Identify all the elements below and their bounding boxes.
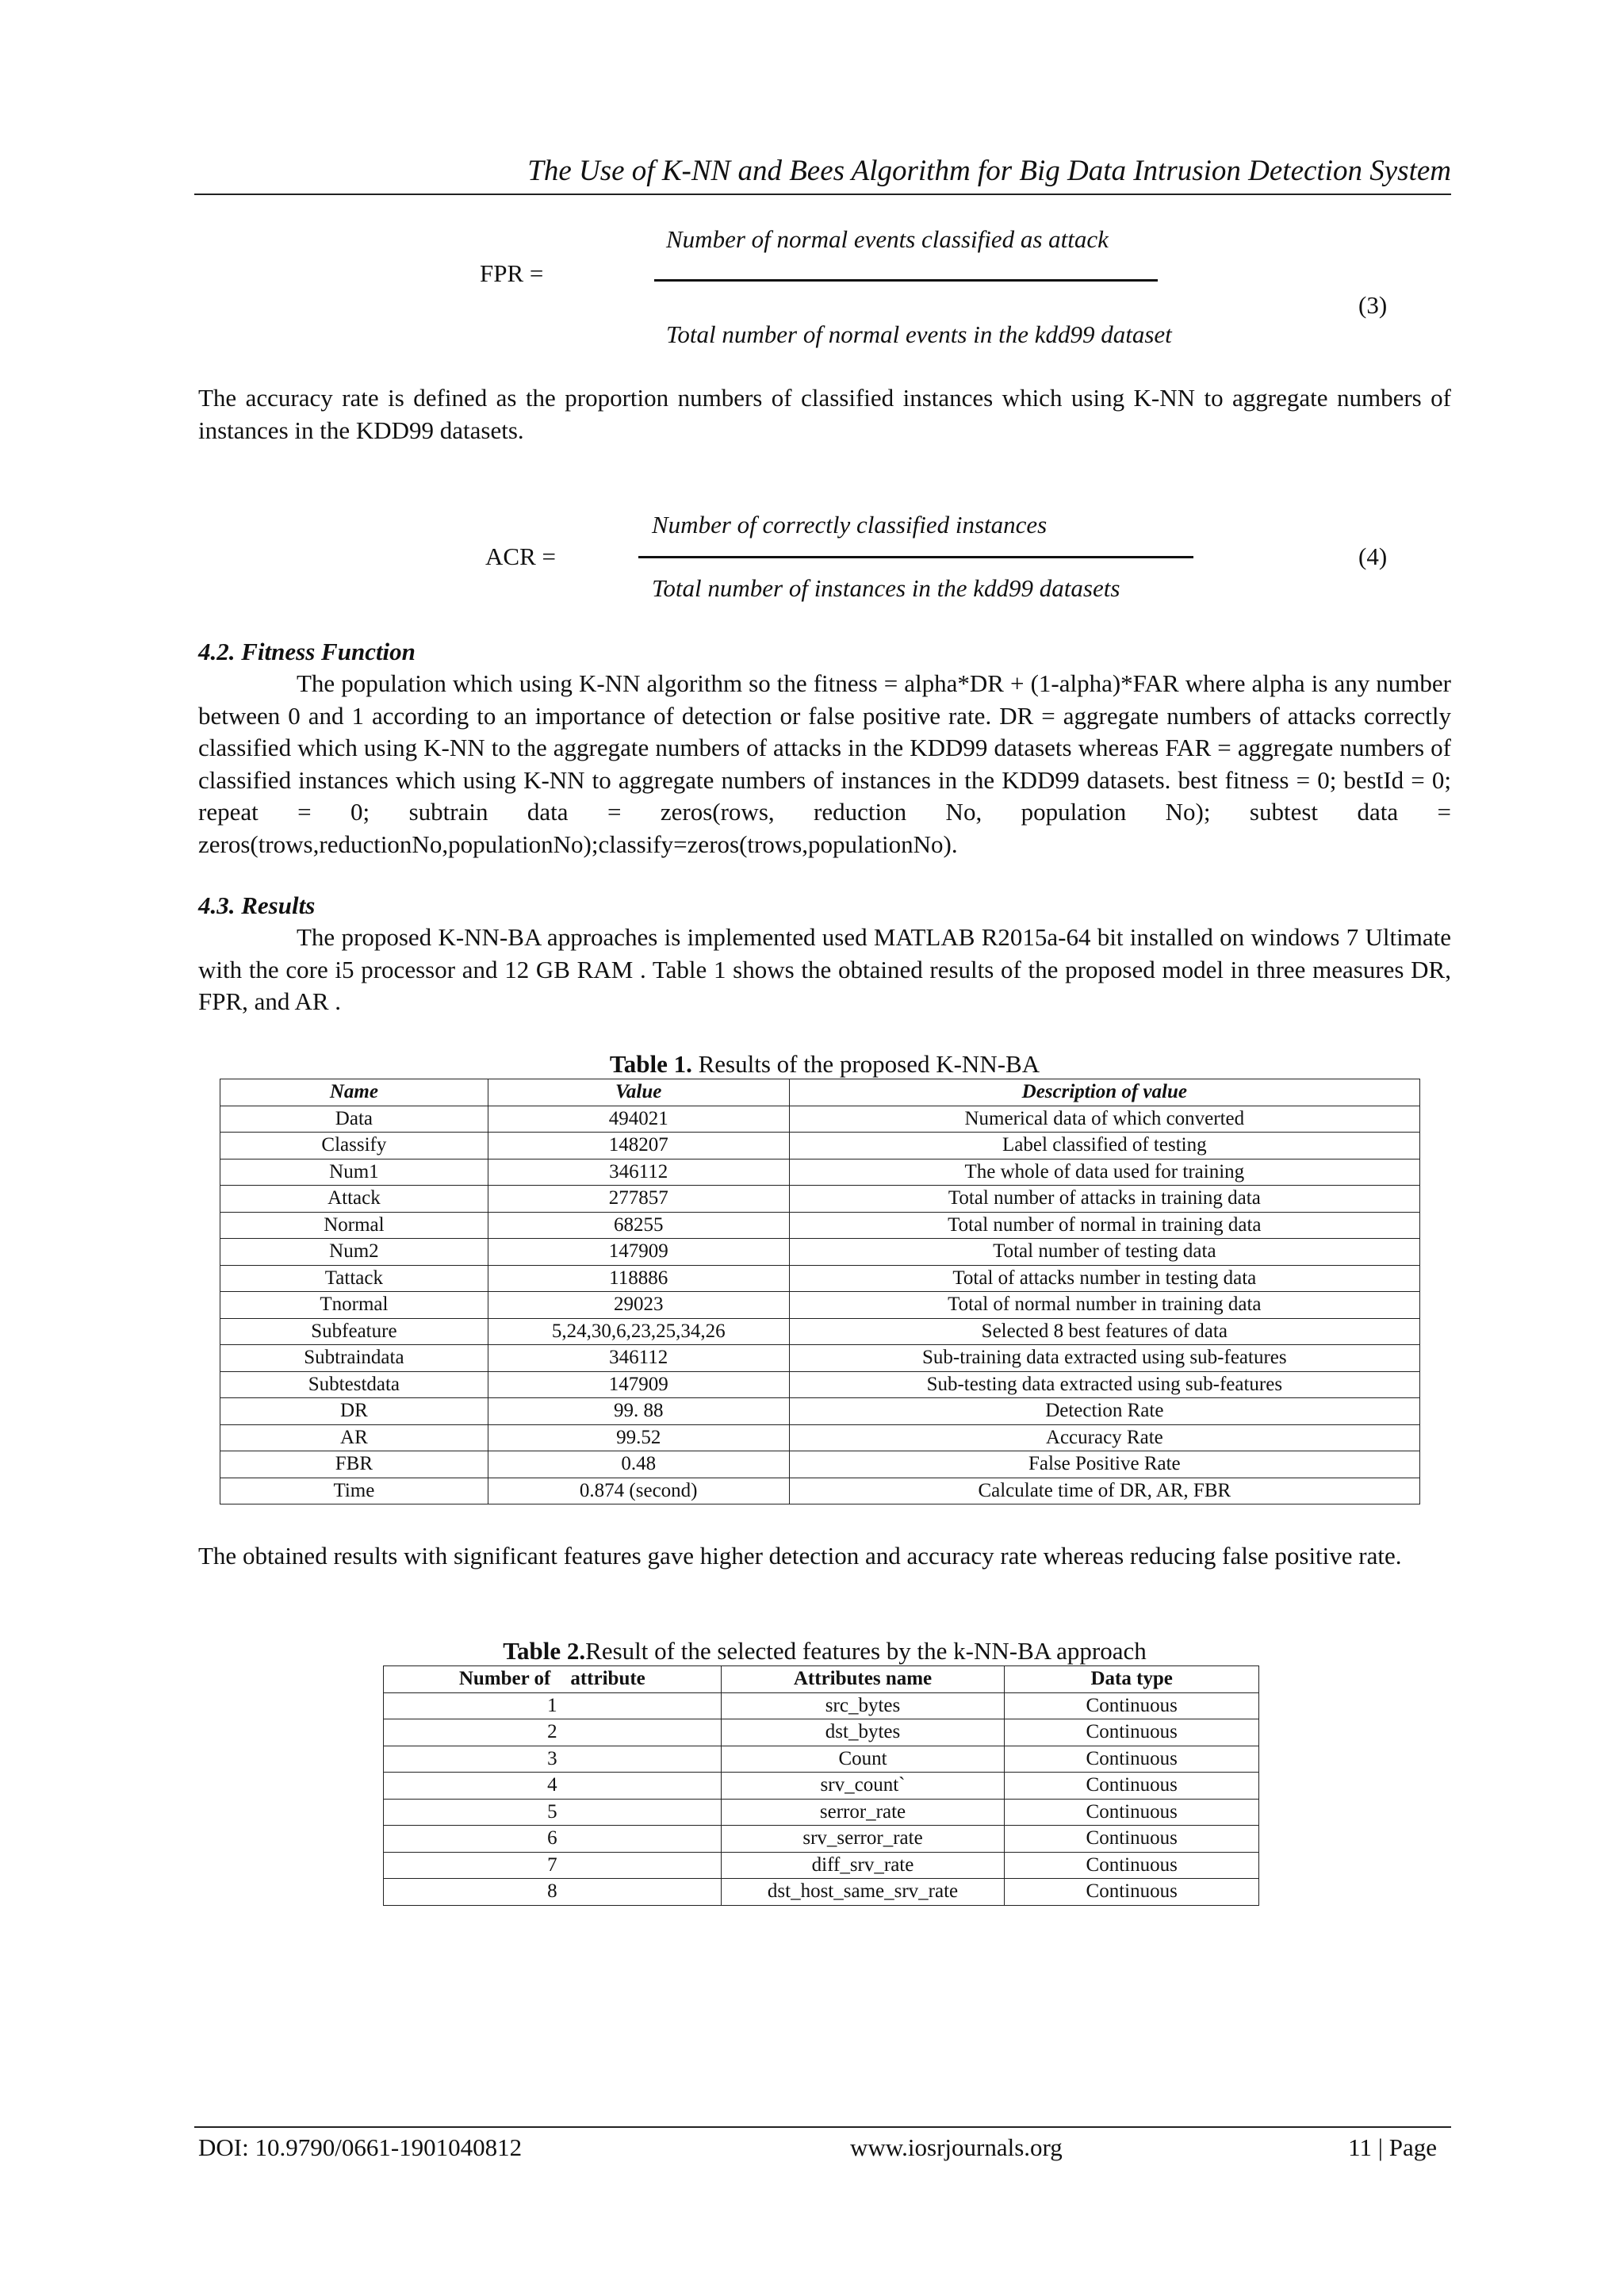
table-cell: Continuous bbox=[1005, 1773, 1259, 1800]
table1-caption bbox=[198, 1048, 1451, 1080]
table-cell: 68255 bbox=[488, 1212, 789, 1239]
table-cell: dst_bytes bbox=[721, 1719, 1005, 1746]
table-cell: 148207 bbox=[488, 1133, 789, 1159]
table-cell: 4 bbox=[384, 1773, 722, 1800]
table-row bbox=[384, 1773, 1259, 1800]
table-row bbox=[220, 1371, 1420, 1398]
table2-caption-label: Table 2. bbox=[503, 1637, 586, 1665]
table1-caption-text: Results of the proposed K-NN-BA bbox=[691, 1050, 1040, 1078]
table-cell: FBR bbox=[220, 1451, 488, 1478]
table2-header-row bbox=[384, 1666, 1259, 1693]
eq4-fraction-bar bbox=[638, 556, 1193, 558]
table-cell: Data bbox=[220, 1106, 488, 1133]
table1-header-row bbox=[220, 1079, 1420, 1106]
table-cell: Total of normal number in training data bbox=[789, 1292, 1419, 1319]
table-cell: Continuous bbox=[1005, 1879, 1259, 1906]
footer-rule bbox=[194, 2126, 1451, 2128]
table-cell: 0.48 bbox=[488, 1451, 789, 1478]
footer-page-number: 11 | Page bbox=[1348, 2133, 1437, 2161]
table-cell: Sub-testing data extracted using sub-features bbox=[789, 1371, 1419, 1398]
table-cell: Total number of normal in training data bbox=[789, 1212, 1419, 1239]
table1 bbox=[220, 1079, 1420, 1504]
table1-caption-label: Table 1. bbox=[609, 1050, 692, 1078]
table-cell: Count bbox=[721, 1746, 1005, 1773]
table-cell: 346112 bbox=[488, 1159, 789, 1186]
footer-doi: DOI: 10.9790/0661-1901040812 bbox=[198, 2133, 523, 2161]
eq3-numerator: Number of normal events classified as attack bbox=[666, 225, 1109, 253]
table-cell: 0.874 (second) bbox=[488, 1478, 789, 1504]
table-cell: Total number of testing data bbox=[789, 1239, 1419, 1266]
table-cell: 3 bbox=[384, 1746, 722, 1773]
table-cell: 6 bbox=[384, 1826, 722, 1853]
running-header-title: The Use of K-NN and Bees Algorithm for Big Data Intrusion Detection System bbox=[527, 155, 1451, 187]
paragraph-obtained-results: The obtained results with significant features gave higher detection and accuracy rate whereas reducing false positive rate. bbox=[198, 1542, 1402, 1570]
table-row bbox=[220, 1292, 1420, 1319]
table-cell: The whole of data used for training bbox=[789, 1159, 1419, 1186]
table-cell: Selected 8 best features of data bbox=[789, 1318, 1419, 1345]
table-cell: Subfeature bbox=[220, 1318, 488, 1345]
table-cell: 99.52 bbox=[488, 1424, 789, 1451]
table-cell: diff_srv_rate bbox=[721, 1852, 1005, 1879]
table-cell: src_bytes bbox=[721, 1692, 1005, 1719]
eq4-denominator: Total number of instances in the kdd99 datasets bbox=[652, 574, 1120, 602]
table-cell: dst_host_same_srv_rate bbox=[721, 1879, 1005, 1906]
table-row bbox=[384, 1826, 1259, 1853]
eq4-lhs: ACR = bbox=[485, 542, 556, 570]
table-row bbox=[220, 1398, 1420, 1425]
paragraph-accuracy: The accuracy rate is defined as the proportion numbers of classified instances which using K-NN to aggregate numbers of instances in the KDD99 datasets. bbox=[198, 384, 1451, 444]
eq4-numerator: Number of correctly classified instances bbox=[652, 511, 1048, 539]
table-cell: 147909 bbox=[488, 1371, 789, 1398]
table-row bbox=[220, 1133, 1420, 1159]
table-cell: Sub-training data extracted using sub-features bbox=[789, 1345, 1419, 1372]
table-cell: Total of attacks number in testing data bbox=[789, 1265, 1419, 1292]
table-cell: Continuous bbox=[1005, 1692, 1259, 1719]
table-cell: Subtestdata bbox=[220, 1371, 488, 1398]
table-cell: Tattack bbox=[220, 1265, 488, 1292]
eq3-fraction-bar bbox=[654, 279, 1158, 282]
table-cell: Continuous bbox=[1005, 1799, 1259, 1826]
table-row bbox=[220, 1239, 1420, 1266]
table-row bbox=[220, 1345, 1420, 1372]
table-cell: Continuous bbox=[1005, 1826, 1259, 1853]
table-cell: 29023 bbox=[488, 1292, 789, 1319]
table-cell: serror_rate bbox=[721, 1799, 1005, 1826]
table-cell: 118886 bbox=[488, 1265, 789, 1292]
header-rule bbox=[194, 194, 1451, 195]
table-cell: srv_count` bbox=[721, 1773, 1005, 1800]
footer-site: www.iosrjournals.org bbox=[850, 2133, 1063, 2161]
table-row bbox=[220, 1265, 1420, 1292]
table-cell: False Positive Rate bbox=[789, 1451, 1419, 1478]
table-cell: Time bbox=[220, 1478, 488, 1504]
table-cell: Detection Rate bbox=[789, 1398, 1419, 1425]
table-cell: Calculate time of DR, AR, FBR bbox=[789, 1478, 1419, 1504]
eq4-number: (4) bbox=[1358, 542, 1388, 570]
table-cell: 99. 88 bbox=[488, 1398, 789, 1425]
table-cell: 147909 bbox=[488, 1239, 789, 1266]
paragraph-results: The proposed K-NN-BA approaches is implemented used MATLAB R2015a-64 bit installed on windows 7 Ultimate with the core i5 processor and 12 GB RAM . Table 1 shows the obtained results of the proposed model in three measures DR, FPR, and AR . bbox=[198, 923, 1451, 1015]
table-cell: Tnormal bbox=[220, 1292, 488, 1319]
table-row bbox=[220, 1318, 1420, 1345]
table2-caption-text: Result of the selected features by the k-NN-BA approach bbox=[585, 1637, 1147, 1665]
table-cell: 2 bbox=[384, 1719, 722, 1746]
table2-caption bbox=[198, 1635, 1451, 1667]
table-row bbox=[220, 1424, 1420, 1451]
table2-header-cell: Attributes name bbox=[721, 1666, 1005, 1693]
paragraph-fitness: The population which using K-NN algorithm so the fitness = alpha*DR + (1-alpha)*FAR where alpha is any number between 0 and 1 according to an importance of detection or false positive rate. DR = aggregate numbers of attacks correctly classified which using K-NN to the aggregate numbers of attacks in the KDD99 datasets whereas FAR = aggregate numbers of classified instances which using K-NN to aggregate numbers of instances in the KDD99 datasets. best fitness = 0; bestId = 0; repeat = 0; subtrain data = zeros(rows, reduction No, population No); subtest data = zeros(trows,reductionNo,populationNo);classify=zeros(trows,populationNo). bbox=[198, 669, 1451, 858]
table-row bbox=[220, 1478, 1420, 1504]
table1-header-cell: Value bbox=[488, 1079, 789, 1106]
table-row bbox=[384, 1746, 1259, 1773]
table-cell: Continuous bbox=[1005, 1746, 1259, 1773]
table-row bbox=[220, 1159, 1420, 1186]
table-cell: Num1 bbox=[220, 1159, 488, 1186]
table-cell: 494021 bbox=[488, 1106, 789, 1133]
section-heading-fitness: 4.2. Fitness Function bbox=[198, 638, 416, 665]
table-row bbox=[220, 1186, 1420, 1213]
table-cell: 1 bbox=[384, 1692, 722, 1719]
table-cell: 277857 bbox=[488, 1186, 789, 1213]
section-heading-results: 4.3. Results bbox=[198, 891, 316, 919]
eq3-denominator: Total number of normal events in the kdd99 dataset bbox=[666, 320, 1172, 348]
table-row bbox=[384, 1692, 1259, 1719]
table-cell: 8 bbox=[384, 1879, 722, 1906]
table-cell: Continuous bbox=[1005, 1852, 1259, 1879]
eq3-number: (3) bbox=[1358, 291, 1388, 319]
table-row bbox=[384, 1852, 1259, 1879]
table-row bbox=[220, 1212, 1420, 1239]
table-cell: AR bbox=[220, 1424, 488, 1451]
table2 bbox=[383, 1665, 1259, 1906]
table-cell: 5,24,30,6,23,25,34,26 bbox=[488, 1318, 789, 1345]
table-row bbox=[384, 1799, 1259, 1826]
table-cell: DR bbox=[220, 1398, 488, 1425]
table-cell: Numerical data of which converted bbox=[789, 1106, 1419, 1133]
table-cell: Label classified of testing bbox=[789, 1133, 1419, 1159]
table-cell: Num2 bbox=[220, 1239, 488, 1266]
table-cell: 346112 bbox=[488, 1345, 789, 1372]
table-cell: srv_serror_rate bbox=[721, 1826, 1005, 1853]
table-cell: 7 bbox=[384, 1852, 722, 1879]
table2-header-cell: Number of attribute bbox=[384, 1666, 722, 1693]
table-cell: Classify bbox=[220, 1133, 488, 1159]
table-row bbox=[220, 1451, 1420, 1478]
table-cell: Attack bbox=[220, 1186, 488, 1213]
table-cell: 5 bbox=[384, 1799, 722, 1826]
table-row bbox=[220, 1106, 1420, 1133]
table-cell: Subtraindata bbox=[220, 1345, 488, 1372]
table1-header-cell: Name bbox=[220, 1079, 488, 1106]
table2-header-cell: Data type bbox=[1005, 1666, 1259, 1693]
table-row bbox=[384, 1719, 1259, 1746]
eq3-lhs: FPR = bbox=[480, 259, 544, 287]
table1-header-cell: Description of value bbox=[789, 1079, 1419, 1106]
table-row bbox=[384, 1879, 1259, 1906]
table-cell: Accuracy Rate bbox=[789, 1424, 1419, 1451]
table-cell: Continuous bbox=[1005, 1719, 1259, 1746]
table-cell: Normal bbox=[220, 1212, 488, 1239]
table-cell: Total number of attacks in training data bbox=[789, 1186, 1419, 1213]
